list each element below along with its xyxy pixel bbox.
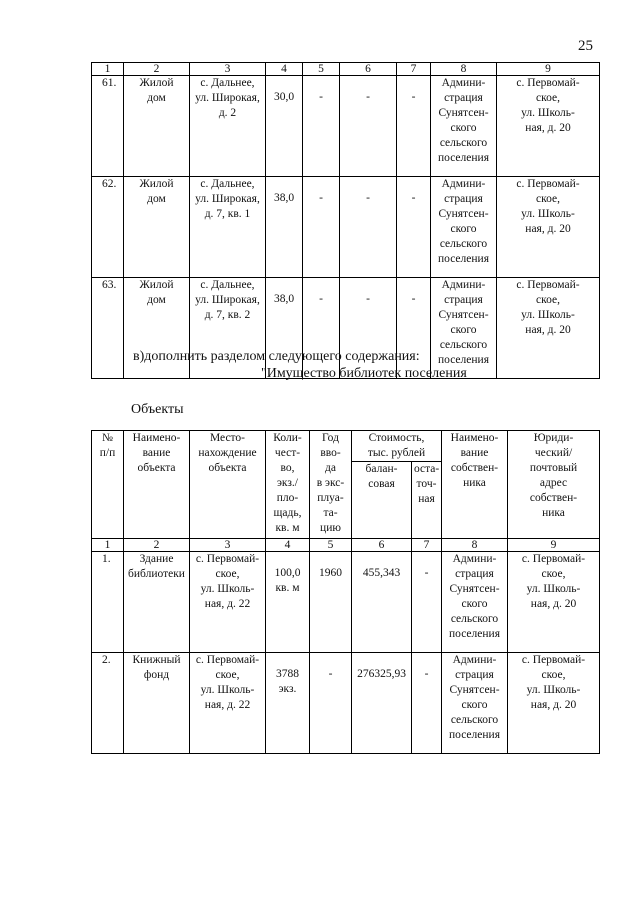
object-location: с. Дальнее, ул. Широкая, д. 7, кв. 2 bbox=[190, 278, 266, 379]
row-number: 2. bbox=[92, 653, 124, 754]
owner-address: с. Первомай- ское, ул. Школь- ная, д. 20 bbox=[497, 76, 600, 177]
table-row bbox=[92, 76, 600, 177]
header-address: Юриди- ческий/ почтовый адрес собствен- ника bbox=[508, 431, 600, 539]
table-row bbox=[92, 177, 600, 278]
index-cell: 2 bbox=[124, 63, 190, 76]
owner-address: с. Первомай- ское, ул. Школь- ная, д. 20 bbox=[497, 278, 600, 379]
object-balance-cost: - bbox=[340, 278, 397, 379]
owner-address: с. Первомай- ское, ул. Школь- ная, д. 20 bbox=[508, 653, 600, 754]
header-row bbox=[92, 431, 600, 462]
index-cell: 3 bbox=[190, 63, 266, 76]
object-residual-cost: - bbox=[412, 552, 442, 653]
header-quantity: Коли- чест- во, экз./ пло- щадь, кв. м bbox=[266, 431, 310, 539]
amendment-intro-text: в)дополнить разделом следующего содержания: bbox=[133, 349, 420, 364]
index-cell: 6 bbox=[340, 63, 397, 76]
object-year: - bbox=[303, 177, 340, 278]
object-residual-cost: - bbox=[412, 653, 442, 754]
object-location: с. Первомай- ское, ул. Школь- ная, д. 22 bbox=[190, 552, 266, 653]
index-cell: 6 bbox=[352, 539, 412, 552]
object-name: Здание библиотеки bbox=[124, 552, 190, 653]
object-name: Жилой дом bbox=[124, 76, 190, 177]
object-owner: Админи- страция Сунятсен- ского сельского поселения bbox=[442, 552, 508, 653]
object-owner: Админи- страция Сунятсен- ского сельского поселения bbox=[442, 653, 508, 754]
index-cell: 2 bbox=[124, 539, 190, 552]
header-owner: Наимено- вание собствен- ника bbox=[442, 431, 508, 539]
row-number: 63. bbox=[92, 278, 124, 379]
object-area: 38,0 bbox=[266, 177, 303, 278]
index-cell: 8 bbox=[431, 63, 497, 76]
property-table-continued bbox=[91, 62, 600, 379]
header-year: Год вво- да в экс- плуа- та- цию bbox=[310, 431, 352, 539]
index-cell: 7 bbox=[397, 63, 431, 76]
table-row bbox=[92, 653, 600, 754]
object-year: - bbox=[310, 653, 352, 754]
index-cell: 5 bbox=[303, 63, 340, 76]
object-balance-cost: - bbox=[340, 177, 397, 278]
index-cell: 8 bbox=[442, 539, 508, 552]
object-location: с. Дальнее, ул. Широкая, д. 2 bbox=[190, 76, 266, 177]
row-number: 1. bbox=[92, 552, 124, 653]
section-title: "Имущество библиотек поселения bbox=[261, 366, 467, 381]
object-residual-cost: - bbox=[397, 177, 431, 278]
header-location: Место- нахождение объекта bbox=[190, 431, 266, 539]
object-balance-cost: - bbox=[340, 76, 397, 177]
object-quantity: 3788 экз. bbox=[266, 653, 310, 754]
object-location: с. Дальнее, ул. Широкая, д. 7, кв. 1 bbox=[190, 177, 266, 278]
index-cell: 4 bbox=[266, 63, 303, 76]
object-area: 38,0 bbox=[266, 278, 303, 379]
library-property-table bbox=[91, 430, 600, 754]
object-name: Книжный фонд bbox=[124, 653, 190, 754]
object-residual-cost: - bbox=[397, 76, 431, 177]
object-name: Жилой дом bbox=[124, 177, 190, 278]
header-cost: Стоимость, тыс. рублей bbox=[352, 431, 442, 462]
page-number: 25 bbox=[578, 38, 593, 54]
index-cell: 1 bbox=[92, 63, 124, 76]
object-balance-cost: 455,343 bbox=[352, 552, 412, 653]
object-residual-cost: - bbox=[397, 278, 431, 379]
index-cell: 9 bbox=[497, 63, 600, 76]
column-index-row bbox=[92, 63, 600, 76]
index-cell: 7 bbox=[412, 539, 442, 552]
object-balance-cost: 276325,93 bbox=[352, 653, 412, 754]
row-number: 61. bbox=[92, 76, 124, 177]
object-area: 30,0 bbox=[266, 76, 303, 177]
table-row bbox=[92, 552, 600, 653]
object-location: с. Первомай- ское, ул. Школь- ная, д. 22 bbox=[190, 653, 266, 754]
object-owner: Админи- страция Сунятсен- ского сельского поселения bbox=[431, 177, 497, 278]
index-cell: 5 bbox=[310, 539, 352, 552]
owner-address: с. Первомай- ское, ул. Школь- ная, д. 20 bbox=[497, 177, 600, 278]
index-cell: 9 bbox=[508, 539, 600, 552]
header-balance-cost: балан- совая bbox=[352, 462, 412, 539]
object-year: - bbox=[303, 278, 340, 379]
header-object-name: Наимено- вание объекта bbox=[124, 431, 190, 539]
row-number: 62. bbox=[92, 177, 124, 278]
object-year: - bbox=[303, 76, 340, 177]
column-index-row bbox=[92, 539, 600, 552]
object-owner: Админи- страция Сунятсен- ского сельского поселения bbox=[431, 76, 497, 177]
owner-address: с. Первомай- ское, ул. Школь- ная, д. 20 bbox=[508, 552, 600, 653]
index-cell: 4 bbox=[266, 539, 310, 552]
object-quantity: 100,0 кв. м bbox=[266, 552, 310, 653]
index-cell: 1 bbox=[92, 539, 124, 552]
header-number: № п/п bbox=[92, 431, 124, 539]
object-owner: Админи- страция Сунятсен- ского сельского поселения bbox=[431, 278, 497, 379]
subsection-title: Объекты bbox=[131, 402, 184, 417]
object-year: 1960 bbox=[310, 552, 352, 653]
object-name: Жилой дом bbox=[124, 278, 190, 379]
index-cell: 3 bbox=[190, 539, 266, 552]
header-residual-cost: оста- точ- ная bbox=[412, 462, 442, 539]
